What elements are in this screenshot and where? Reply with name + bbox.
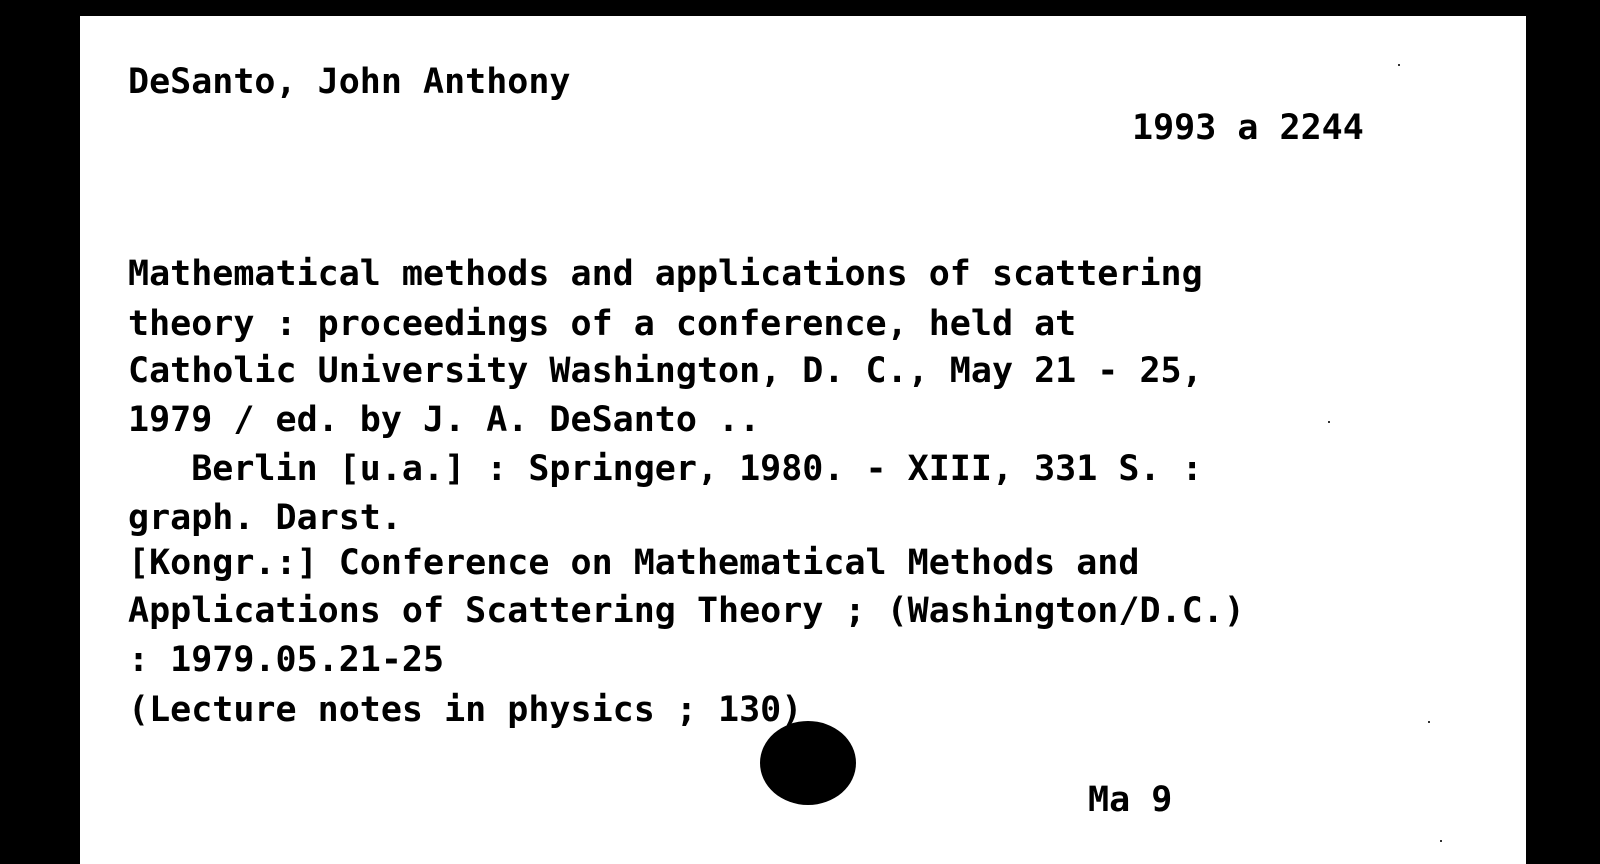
dust-speck <box>1428 721 1430 723</box>
catalog-card <box>80 16 1526 864</box>
author-name: DeSanto, John Anthony <box>128 62 571 102</box>
dust-speck <box>1398 64 1400 66</box>
title-line: Mathematical methods and applications of scattering <box>128 254 1203 294</box>
series-statement: (Lecture notes in physics ; 130) <box>128 690 803 730</box>
imprint-line: graph. Darst. <box>128 498 402 538</box>
conference-line: Applications of Scattering Theory ; (Washington/D.C.) <box>128 591 1245 631</box>
title-line: 1979 / ed. by J. A. DeSanto .. <box>128 400 761 440</box>
imprint-line: Berlin [u.a.] : Springer, 1980. - XIII, 331 S. : <box>128 449 1203 489</box>
shelf-mark: Ma 9 <box>1088 780 1173 820</box>
accession-number: 1993 a 2244 <box>1132 108 1364 148</box>
dust-speck <box>1328 421 1330 423</box>
conference-line: : 1979.05.21-25 <box>128 640 445 680</box>
title-line: Catholic University Washington, D. C., May 21 - 25, <box>128 351 1203 391</box>
conference-line: [Kongr.:] Conference on Mathematical Methods and <box>128 543 1140 583</box>
punch-hole <box>760 721 856 805</box>
dust-speck <box>1440 840 1442 842</box>
title-line: theory : proceedings of a conference, held at <box>128 304 1077 344</box>
